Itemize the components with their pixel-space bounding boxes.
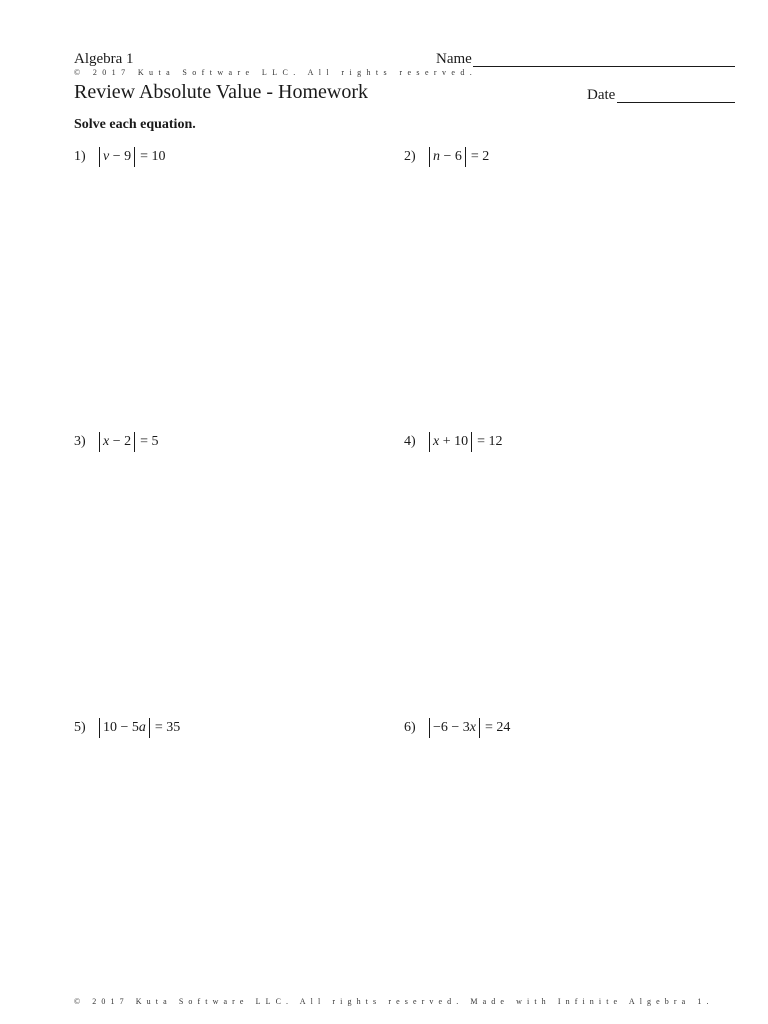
abs-bar-right — [471, 432, 472, 452]
problem-3 — [74, 432, 159, 452]
abs-inner — [103, 149, 131, 165]
abs-bar-right — [134, 432, 135, 452]
inner-pre: 10 − 5 — [103, 720, 139, 735]
abs-inner — [103, 434, 131, 450]
inner-pre: −6 − 3 — [433, 720, 470, 735]
problem-number: 4) — [404, 434, 416, 449]
abs-bar-left — [99, 718, 100, 738]
variable: n — [433, 149, 440, 164]
variable: v — [103, 149, 110, 164]
variable: x — [103, 434, 110, 449]
problem-5 — [74, 718, 180, 738]
abs-inner — [433, 434, 468, 450]
abs-bar-left — [99, 432, 100, 452]
variable: x — [433, 434, 440, 449]
abs-bar-left — [429, 147, 430, 167]
abs-bar-right — [465, 147, 466, 167]
name-label: Name — [436, 51, 472, 67]
inner-post: + 10 — [439, 434, 469, 449]
problem-2 — [404, 147, 489, 167]
problem-number: 2) — [404, 149, 416, 164]
abs-inner — [103, 720, 146, 736]
equation-rhs: = 12 — [477, 434, 503, 449]
problem-1 — [74, 147, 166, 167]
abs-bar-right — [149, 718, 150, 738]
equation-rhs: = 5 — [140, 434, 159, 449]
inner-post: − 2 — [109, 434, 132, 449]
course-label: Algebra 1 — [74, 51, 134, 67]
equation-rhs: = 35 — [154, 720, 181, 735]
instructions: Solve each equation. — [74, 117, 196, 132]
abs-bar-left — [99, 147, 100, 167]
problem-4 — [404, 432, 503, 452]
problem-number: 6) — [404, 720, 416, 735]
copyright-footer: © 2017 Kuta Software LLC. All rights reserved. Made with Infinite Algebra 1. — [74, 997, 714, 1006]
date-label: Date — [587, 87, 616, 103]
problem-number: 3) — [74, 434, 86, 449]
variable: x — [469, 720, 477, 735]
equation-rhs: = 10 — [140, 149, 166, 164]
equation-rhs: = 24 — [485, 720, 511, 735]
name-line[interactable] — [473, 66, 735, 67]
equation-rhs: = 2 — [470, 149, 490, 164]
abs-inner — [433, 720, 476, 736]
inner-post: − 9 — [109, 149, 132, 164]
variable: a — [138, 720, 146, 735]
copyright-top: © 2017 Kuta Software LLC. All rights reserved. — [74, 68, 478, 77]
inner-post: − 6 — [440, 149, 462, 164]
abs-bar-right — [479, 718, 480, 738]
abs-bar-right — [134, 147, 135, 167]
abs-bar-left — [429, 718, 430, 738]
problem-number: 5) — [74, 720, 86, 735]
abs-bar-left — [429, 432, 430, 452]
abs-inner — [433, 149, 462, 165]
date-line[interactable] — [617, 102, 735, 103]
worksheet-title: Review Absolute Value - Homework — [74, 81, 369, 103]
problem-number: 1) — [74, 149, 86, 164]
problem-6 — [404, 718, 510, 738]
